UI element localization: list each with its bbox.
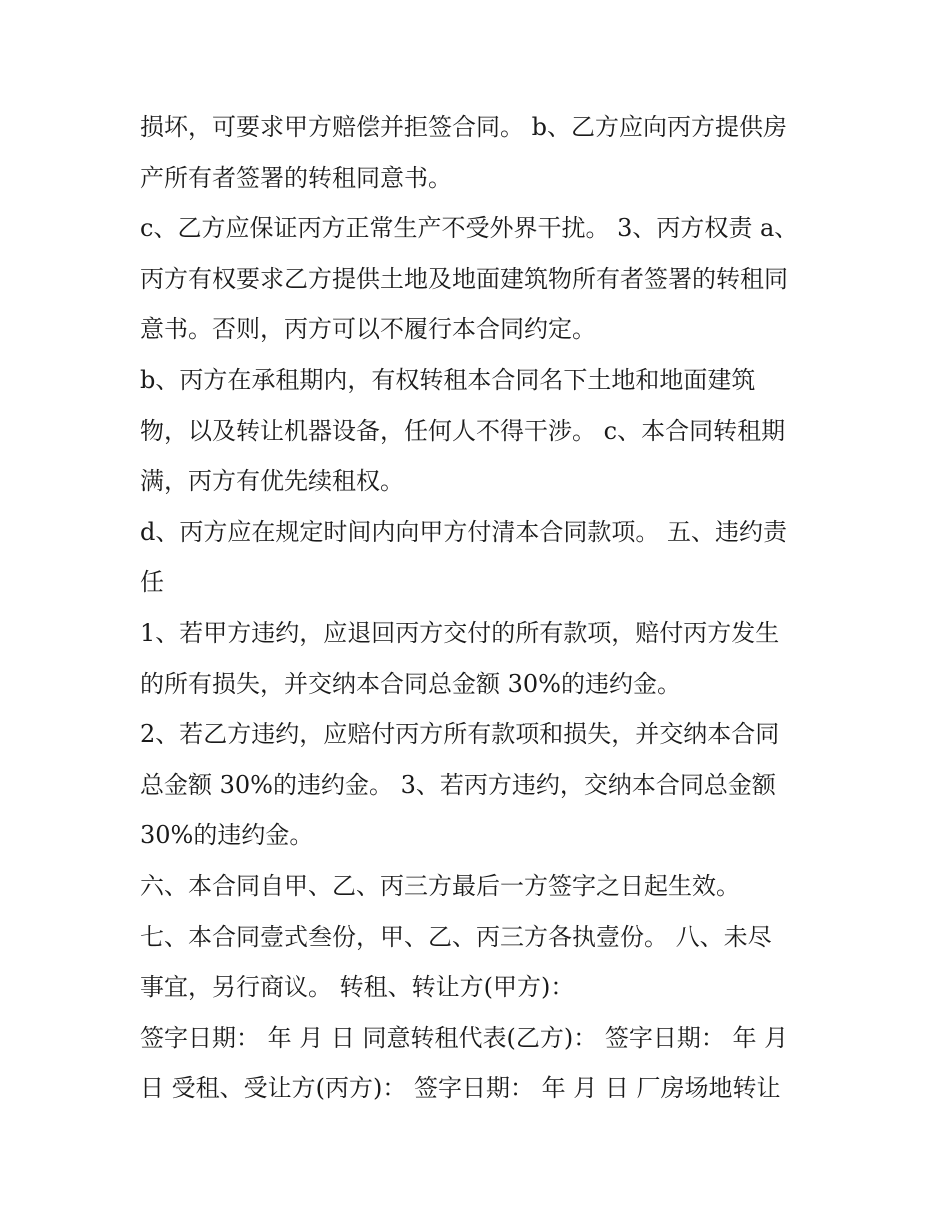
text-line: 满，丙方有优先续租权。 bbox=[140, 467, 404, 496]
text-line: 的所有损失，并交纳本合同总金额 30%的违约金。 bbox=[140, 669, 681, 698]
text-line: 损坏，可要求甲方赔偿并拒签合同。 b、乙方应向丙方提供房 bbox=[140, 113, 787, 141]
text-line: 六、本合同自甲、乙、丙三方最后一方签字之日起生效。 bbox=[140, 871, 740, 900]
text-line: 丙方有权要求乙方提供土地及地面建筑物所有者签署的转租同 bbox=[140, 264, 788, 293]
text-line: 七、本合同壹式叁份，甲、乙、丙三方各执壹份。 八、未尽 bbox=[140, 922, 772, 951]
text-line: 2、若乙方违约，应赔付丙方所有款项和损失，并交纳本合同 bbox=[140, 720, 780, 749]
text-line: 事宜，另行商议。 转租、转让方(甲方)： bbox=[140, 973, 575, 1002]
text-line: 意书。否则，丙方可以不履行本合同约定。 bbox=[140, 315, 596, 344]
text-line: c、乙方应保证丙方正常生产不受外界干扰。 3、丙方权责 a、 bbox=[140, 214, 799, 243]
document-body bbox=[140, 102, 820, 1114]
text-line: 签字日期： 年 月 日 同意转租代表(乙方)： 签字日期： 年 月 bbox=[140, 1023, 789, 1052]
text-line: 30%的违约金。 bbox=[140, 821, 314, 850]
text-line: b、丙方在承租期内，有权转租本合同名下土地和地面建筑 bbox=[140, 365, 756, 394]
text-line: 总金额 30%的违约金。 3、若丙方违约，交纳本合同总金额 bbox=[140, 770, 776, 799]
text-line: 任 bbox=[140, 568, 164, 597]
text-line: 1、若甲方违约，应退回丙方交付的所有款项，赔付丙方发生 bbox=[140, 618, 780, 647]
text-line: 物，以及转让机器设备，任何人不得干涉。 c、本合同转租期 bbox=[140, 416, 786, 445]
text-line: 产所有者签署的转租同意书。 bbox=[140, 163, 452, 192]
text-line: 日 受租、受让方(丙方)： 签字日期： 年 月 日 厂房场地转让 bbox=[140, 1074, 781, 1103]
text-line: d、丙方应在规定时间内向甲方付清本合同款项。 五、违约责 bbox=[140, 517, 787, 546]
